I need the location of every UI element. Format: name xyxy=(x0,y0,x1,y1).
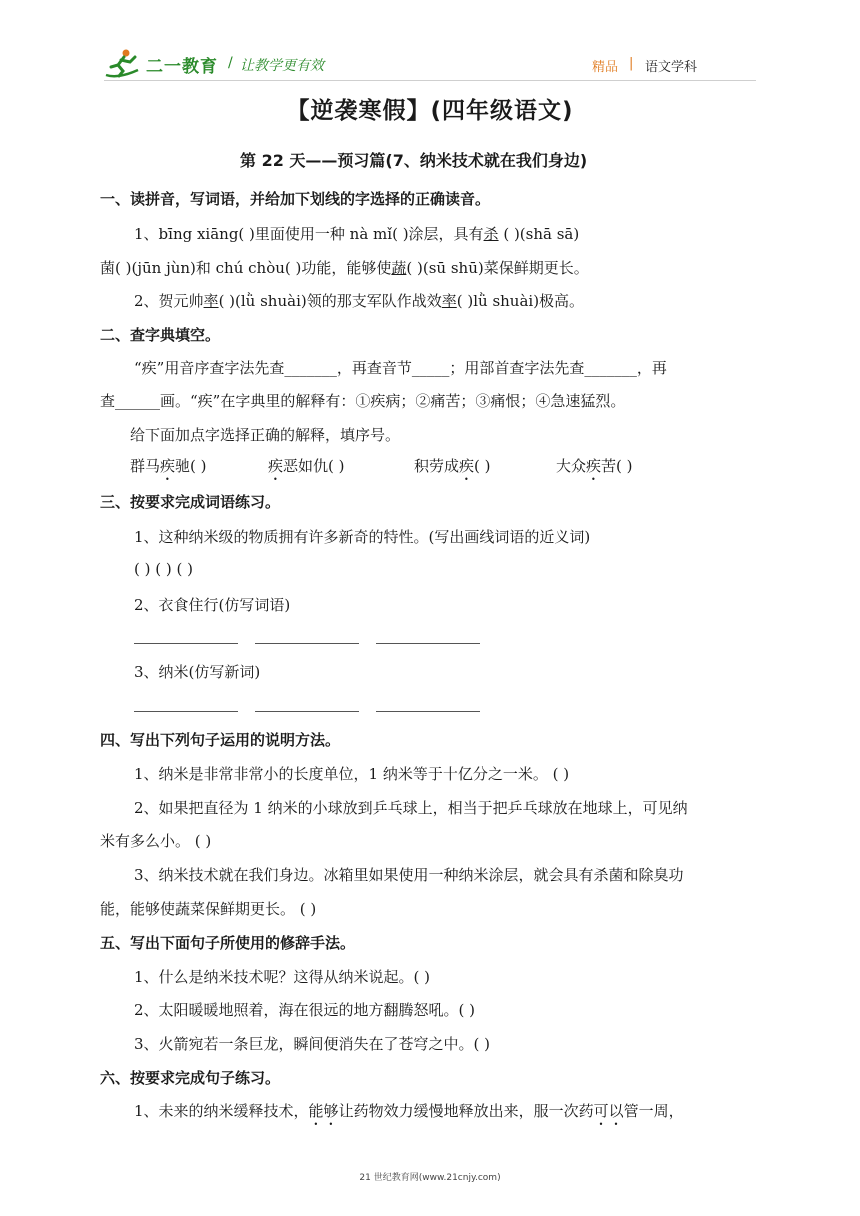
s1-line-2: 菌( )(jūn jùn)和 chú chòu( )功能，能够使蔬( )(sū shū)菜保鲜期更长。 xyxy=(100,259,589,277)
s2-word-2: 疾恶如仇( ) xyxy=(268,457,345,475)
section-3-heading: 三、按要求完成词语练习。 xyxy=(100,493,281,511)
answer-blank xyxy=(134,711,238,712)
subject-tag: 语文学科 xyxy=(645,60,698,75)
header-divider xyxy=(104,80,756,81)
s4-line-1: 1、纳米是非常非常小的长度单位，1 纳米等于十亿分之一米。 ( ) xyxy=(134,765,570,783)
page-subtitle: 第 22 天——预习篇(7、纳米技术就在我们身边) xyxy=(240,151,588,170)
header-separator: | xyxy=(629,56,634,71)
page-footer: 21 世纪教育网(www.21cnjy.com) xyxy=(359,1173,501,1183)
s2-word-1: 群马疾驰( ) xyxy=(130,457,207,475)
s5-line-2: 2、太阳暖暖地照着，海在很远的地方翻腾怒吼。( ) xyxy=(134,1001,476,1019)
answer-blank xyxy=(376,711,480,712)
s2-line-3: 给下面加点字选择正确的解释，填序号。 xyxy=(130,426,401,444)
brand-slogan: 让教学更有效 xyxy=(240,58,324,74)
section-6-heading: 六、按要求完成句子练习。 xyxy=(100,1069,281,1087)
s2-line-1: “疾”用音序查字法先查_______，再查音节_____；用部首查字法先查_______，再 xyxy=(134,359,667,377)
s5-line-3: 3、火箭宛若一条巨龙，瞬间便消失在了苍穹之中。( ) xyxy=(134,1035,491,1053)
s2-line-2: 查______画。“疾”在字典里的解释有：①疾病；②痛苦；③痛恨；④急速猛烈。 xyxy=(100,392,626,410)
s4-line-2: 2、如果把直径为 1 纳米的小球放到乒乓球上，相当于把乒乓球放在地球上，可见纳 xyxy=(134,799,688,817)
s3-line-1: 1、这种纳米级的物质拥有许多新奇的特性。(写出画线词语的近义词) xyxy=(134,528,591,546)
s3-line-3: 2、衣食住行(仿写词语) xyxy=(134,596,291,614)
section-5-heading: 五、写出下面句子所使用的修辞手法。 xyxy=(100,934,356,952)
s3-line-4: 3、纳米(仿写新词) xyxy=(134,663,261,681)
s4-line-5: 能，能够使蔬菜保鲜期更长。 ( ) xyxy=(100,900,317,918)
answer-blank xyxy=(376,643,480,644)
quality-tag: 精品 xyxy=(592,60,619,75)
answer-blank xyxy=(255,643,359,644)
s3-answer-brackets: ( ) ( ) ( ) xyxy=(134,560,193,578)
section-2-heading: 二、查字典填空。 xyxy=(100,326,221,344)
s2-word-3: 积劳成疾( ) xyxy=(414,457,491,475)
answer-blank xyxy=(134,643,238,644)
s1-line-1: 1、bīng xiāng( )里面使用一种 nà mǐ( )涂层，具有杀 ( )(shā sā) xyxy=(134,225,580,243)
s4-line-3: 米有多么小。 ( ) xyxy=(100,832,212,850)
s1-line-3: 2、贺元帅率( )(lǜ shuài)领的那支军队作战效率( )lǜ shuài)极高。 xyxy=(134,292,585,310)
section-4-heading: 四、写出下列句子运用的说明方法。 xyxy=(100,731,341,749)
section-1-heading: 一、读拼音，写词语，并给加下划线的字选择的正确读音。 xyxy=(100,190,491,208)
s2-word-4: 大众疾苦( ) xyxy=(556,457,633,475)
s5-line-1: 1、什么是纳米技术呢？这得从纳米说起。( ) xyxy=(134,968,431,986)
runner-logo-icon xyxy=(104,48,142,80)
s6-line-1: 1、未来的纳米缓释技术，能够让药物效力缓慢地释放出来，服一次药可以管一周， xyxy=(134,1102,684,1120)
header-slash: / xyxy=(228,55,233,71)
brand-name: 二一教育 xyxy=(146,57,218,77)
answer-blank xyxy=(255,711,359,712)
page-title: 【逆袭寒假】(四年级语文) xyxy=(286,98,574,124)
s4-line-4: 3、纳米技术就在我们身边。冰箱里如果使用一种纳米涂层，就会具有杀菌和除臭功 xyxy=(134,866,684,884)
